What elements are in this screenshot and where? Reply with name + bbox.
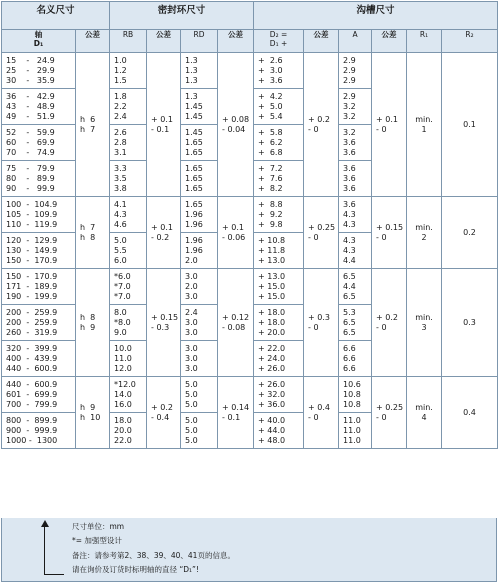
tol-d2 [304,269,339,377]
header-groove-size: 沟槽尺寸 [254,2,498,30]
tol-a [372,269,407,377]
tol-rb [147,53,181,197]
col-shaft [2,30,76,53]
col-d2-line2: D₁ + [269,39,288,48]
d2-value [254,233,304,269]
rd-value [181,233,218,269]
tol-rb [147,197,181,269]
a-value [339,53,372,89]
d2-value [254,89,304,125]
tol-rb [147,269,181,377]
rb-value [110,377,147,413]
d2-value-text: + 40.0 + 44.0 + 48.0 [258,416,286,445]
shaft-range [2,413,76,449]
a-value [339,305,372,341]
rb-value-text: 10.0 11.0 12.0 [114,344,132,373]
rd-value-text: 1.96 1.96 2.0 [185,236,203,265]
rb-value-text: 1.8 2.2 2.4 [114,92,127,121]
d2-value [254,53,304,89]
rb-value-text: *6.0 *7.0 *7.0 [114,272,131,301]
r2-value [442,377,498,449]
tol-shaft [76,377,110,449]
a-value [339,341,372,377]
d2-value [254,341,304,377]
arrow-line [44,526,45,574]
rd-value [181,413,218,449]
tol-a [372,53,407,197]
rd-value-text: 3.0 3.0 3.0 [185,344,198,373]
rd-value [181,197,218,233]
rb-value-text: 1.0 1.2 1.5 [114,56,127,85]
d2-value-text: + 10.8 + 11.8 + 13.0 [258,236,286,265]
shaft-range [2,233,76,269]
rd-value-text: 3.0 2.0 3.0 [185,272,198,301]
rb-value [110,305,147,341]
d2-value [254,305,304,341]
a-value-text: 2.9 2.9 2.9 [343,56,356,85]
r2-value-text: 0.3 [463,317,476,327]
col-rb: RB [110,30,147,53]
r2-value [442,197,498,269]
arrow-line-horizontal [44,574,64,575]
r1-value [407,377,442,449]
rb-value [110,161,147,197]
rb-value [110,233,147,269]
tol-a [372,377,407,449]
col-a: A [339,30,372,53]
table-row [2,53,498,89]
a-value-text: 6.6 6.6 6.6 [343,344,356,373]
a-value [339,233,372,269]
d2-value-text: + 26.0 + 32.0 + 36.0 [258,380,286,409]
d2-value-text: + 13.0 + 15.0 + 15.0 [258,272,286,301]
rd-value-text: 5.0 5.0 5.0 [185,380,198,409]
note-unit: 尺寸单位：mm [72,522,125,531]
rb-value [110,197,147,233]
rd-value-text: 5.0 5.0 5.0 [185,416,198,445]
r1-value-text: min. 2 [415,222,433,242]
header-nominal-size: 名义尺寸 [2,2,110,30]
rb-value-text: 5.0 5.5 6.0 [114,236,127,265]
rd-value [181,161,218,197]
arrow-up-icon [41,520,49,527]
rb-value [110,413,147,449]
tol-shaft [76,197,110,269]
col-d2-line1: D₂ = [269,30,288,39]
rb-value [110,53,147,89]
tol-rd-text: + 0.14 - 0.1 [222,402,250,422]
a-value [339,197,372,233]
a-value [339,125,372,161]
shaft-range [2,197,76,233]
tol-d2 [304,197,339,269]
r2-value [442,269,498,377]
col-d2 [254,30,304,53]
shaft-range-text: 15 - 24.9 25 - 29.9 30 - 35.9 [6,56,55,85]
rb-value-text: 4.1 4.3 4.6 [114,200,127,229]
rd-value [181,269,218,305]
tol-shaft-text: h 7 h 8 [80,222,96,242]
tol-rd-text: + 0.12 - 0.08 [222,312,250,332]
d2-value [254,197,304,233]
rb-value-text: 18.0 20.0 22.0 [114,416,132,445]
col-r1: R₁ [407,30,442,53]
rd-value [181,125,218,161]
header-seal-ring-size: 密封环尺寸 [110,2,254,30]
table-row [2,269,498,305]
r1-value [407,197,442,269]
d2-value-text: + 7.2 + 7.6 + 8.2 [258,164,283,193]
tol-rb-text: + 0.2 - 0.4 [151,402,173,422]
rb-value-text: 3.3 3.5 3.8 [114,164,127,193]
shaft-range [2,161,76,197]
tol-a [372,197,407,269]
d2-value-text: + 2.6 + 3.0 + 3.6 [258,56,283,85]
tol-d2-text: + 0.2 - 0 [308,114,330,134]
r2-value-text: 0.4 [463,407,476,417]
rd-value [181,53,218,89]
tol-rd [218,377,254,449]
tol-shaft [76,269,110,377]
r1-value-text: min. 1 [415,114,433,134]
shaft-range-text: 200 - 259.9 200 - 259.9 260 - 319.9 [6,308,58,337]
tol-shaft-text: h 9 h 10 [80,402,101,422]
tol-shaft-text: h 8 h 9 [80,312,96,332]
shaft-range [2,269,76,305]
shaft-range [2,89,76,125]
r2-value-text: 0.2 [463,227,476,237]
col-tol-a: 公差 [372,30,407,53]
r1-value-text: min. 3 [415,312,433,332]
rd-value [181,377,218,413]
tol-rb-text: + 0.15 - 0.3 [151,312,179,332]
d2-value-text: + 8.8 + 9.2 + 9.8 [258,200,283,229]
shaft-range-text: 800 - 899.9 900 - 999.9 1000 - 1300 [6,416,58,445]
tol-rb [147,377,181,449]
r1-value-text: min. 4 [415,402,433,422]
a-value-text: 2.9 3.2 3.2 [343,92,356,121]
rb-value-text: 2.6 2.8 3.1 [114,128,127,157]
rb-value [110,89,147,125]
col-tol-rb: 公差 [147,30,181,53]
col-r2: R₂ [442,30,498,53]
d2-value [254,377,304,413]
a-value-text: 4.3 4.3 4.4 [343,236,356,265]
tol-rd-text: + 0.08 - 0.04 [222,114,250,134]
shaft-range-text: 320 - 399.9 400 - 439.9 440 - 600.9 [6,344,58,373]
shaft-range [2,377,76,413]
d2-value [254,161,304,197]
tol-rb-text: + 0.1 - 0.2 [151,222,173,242]
tol-d2-text: + 0.3 - 0 [308,312,330,332]
rd-value [181,305,218,341]
rd-value-text: 1.65 1.96 1.96 [185,200,203,229]
a-value [339,413,372,449]
rd-value-text: 2.4 3.0 3.0 [185,308,198,337]
rd-value-text: 1.3 1.3 1.3 [185,56,198,85]
tol-rb-text: + 0.1 - 0.1 [151,114,173,134]
rb-value-text: *12.0 14.0 16.0 [114,380,136,409]
rd-value-text: 1.3 1.45 1.45 [185,92,203,121]
shaft-range [2,53,76,89]
a-value-text: 6.5 4.4 6.5 [343,272,356,301]
a-value-text: 3.6 3.6 3.6 [343,164,356,193]
col-shaft-symbol: D₁ [33,39,44,48]
shaft-range [2,341,76,377]
shaft-range-text: 150 - 170.9 171 - 189.9 190 - 199.9 [6,272,58,301]
tol-rd [218,269,254,377]
tol-shaft [76,53,110,197]
tol-a-text: + 0.15 - 0 [376,222,404,242]
d2-value-text: + 4.2 + 5.0 + 5.4 [258,92,283,121]
note-remark: 备注：请参考第2、38、39、40、41页的信息。 [72,551,235,560]
tol-a-text: + 0.1 - 0 [376,114,398,134]
rd-value [181,341,218,377]
col-tol-rd: 公差 [218,30,254,53]
shaft-range-text: 120 - 129.9 130 - 149.9 150 - 170.9 [6,236,58,265]
shaft-range-text: 36 - 42.9 43 - 48.9 49 - 51.9 [6,92,55,121]
r1-value [407,53,442,197]
a-value [339,89,372,125]
note-reinforced: *= 加强型设计 [72,536,122,545]
d2-value-text: + 5.8 + 6.2 + 6.8 [258,128,283,157]
a-value [339,269,372,305]
rb-value [110,125,147,161]
a-value-text: 3.2 3.6 3.6 [343,128,356,157]
shaft-range [2,125,76,161]
shaft-range-text: 440 - 600.9 601 - 699.9 700 - 799.9 [6,380,58,409]
r1-value [407,269,442,377]
table-row [2,377,498,413]
r2-value-text: 0.1 [463,119,476,129]
tol-rd-text: + 0.1 - 0.06 [222,222,246,242]
tol-d2-text: + 0.4 - 0 [308,402,330,422]
tol-rd [218,197,254,269]
d2-value [254,413,304,449]
rb-value-text: 8.0 *8.0 9.0 [114,308,131,337]
d2-value [254,269,304,305]
shaft-range-text: 52 - 59.9 60 - 69.9 70 - 74.9 [6,128,55,157]
a-value-text: 5.3 6.5 6.5 [343,308,356,337]
a-value-text: 3.6 4.3 4.3 [343,200,356,229]
a-value [339,377,372,413]
tol-a-text: + 0.25 - 0 [376,402,404,422]
col-tol-d2: 公差 [304,30,339,53]
tol-d2 [304,377,339,449]
rb-value [110,341,147,377]
col-shaft-label: 轴 [34,30,43,39]
a-value-text: 10.6 10.8 10.8 [343,380,361,409]
notes-panel [1,518,497,582]
r2-value [442,53,498,197]
tol-d2-text: + 0.25 - 0 [308,222,336,242]
shaft-range-text: 75 - 79.9 80 - 89.9 90 - 99.9 [6,164,55,193]
a-value [339,161,372,197]
rd-value [181,89,218,125]
d2-value-text: + 22.0 + 24.0 + 26.0 [258,344,286,373]
tol-shaft-text: h 6 h 7 [80,114,96,134]
rd-value-text: 1.65 1.65 1.65 [185,164,203,193]
d2-value-text: + 18.0 + 18.0 + 20.0 [258,308,286,337]
a-value-text: 11.0 11.0 11.0 [343,416,361,445]
col-rd: RD [181,30,218,53]
tol-rd [218,53,254,197]
col-tol-shaft: 公差 [76,30,110,53]
tol-d2 [304,53,339,197]
rd-value-text: 1.45 1.65 1.65 [185,128,203,157]
rb-value [110,269,147,305]
note-order: 请在询价及订货时标明轴的直径 “D₁”! [72,565,199,574]
d2-value [254,125,304,161]
table-row [2,197,498,233]
shaft-range [2,305,76,341]
shaft-range-text: 100 - 104.9 105 - 109.9 110 - 119.9 [6,200,58,229]
tol-a-text: + 0.2 - 0 [376,312,398,332]
